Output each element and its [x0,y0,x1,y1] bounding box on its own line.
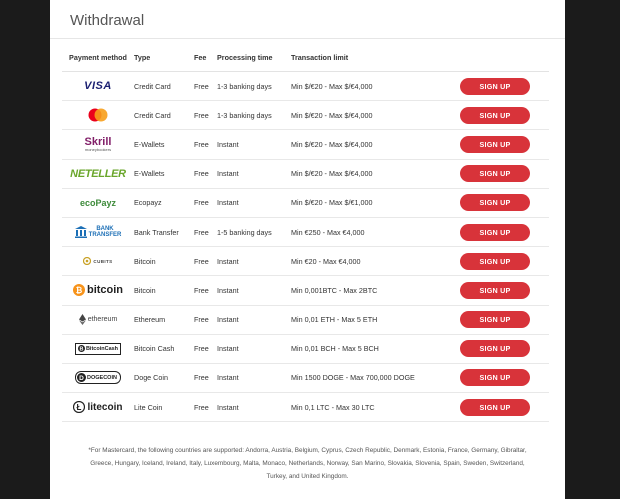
bitcoin-cash-icon [78,345,85,352]
sign-up-button[interactable]: SIGN UP [460,78,530,95]
type-cell: Bitcoin [134,247,194,276]
table-row [62,101,549,130]
fee-cell: Free [194,363,217,392]
sign-up-button[interactable]: SIGN UP [460,311,530,328]
svg-text:Ł: Ł [77,403,82,413]
type-cell: E-Wallets [134,130,194,159]
processing-cell: Instant [217,276,291,305]
sign-up-button[interactable]: SIGN UP [460,165,530,182]
limit-cell: Min $/€20 - Max $/€4,000 [291,72,441,101]
ecopayz-logo-text: ecoPayz [79,197,117,208]
fee-cell: Free [194,305,217,334]
processing-cell: Instant [217,363,291,392]
sign-up-button[interactable]: SIGN UP [460,369,530,386]
sign-up-button[interactable]: SIGN UP [460,224,530,241]
bitcoin-cash-logo-text: BitcoinCash [85,345,119,352]
header-fee: Fee [194,44,217,72]
table-row [62,305,549,334]
skrill-logo-subtext: moneybookers [84,146,112,152]
section-title: Withdrawal [70,12,145,29]
visa-logo-text: VISA [84,80,112,93]
limit-cell: Min 0,1 LTC - Max 30 LTC [291,393,441,422]
type-cell: Bank Transfer [134,217,194,246]
processing-cell: Instant [217,159,291,188]
table-row [62,217,549,246]
mastercard-footnote: *For Mastercard, the following countries are supported: Andorra, Austria, Belgium, Cyprus, Czech Republic, Denmark, Estonia, France, Germany, Gibraltar, Greece, Hungary, Iceland, Ireland, Italy, Luxembourg, Malta, Monaco, Netherlands, Norway, San Marino, Slovakia, Slovenia, Spain, Sweden, Switzerland, Turkey, and United Kingdom. [88,447,527,480]
neteller-logo [70,164,126,184]
processing-cell: Instant [217,130,291,159]
cubits-logo-text: CUBITS [93,258,113,264]
neteller-logo-text: NETELLER [70,167,126,180]
type-cell: Bitcoin [134,276,194,305]
bank-icon [75,226,87,238]
header-type: Type [134,44,194,72]
limit-cell: Min $/€20 - Max $/€4,000 [291,130,441,159]
table-row [62,363,549,392]
svg-text:D: D [79,375,84,383]
bank-transfer-logo [75,222,122,242]
ethereum-logo [79,310,118,330]
cubits-logo [83,251,112,271]
fee-cell: Free [194,276,217,305]
fee-cell: Free [194,188,217,217]
ethereum-icon [79,314,86,325]
limit-cell: Min €250 - Max €4,000 [291,217,441,246]
title-divider [50,38,565,39]
processing-cell: 1-3 banking days [217,72,291,101]
ethereum-logo-text: ethereum [87,316,118,324]
type-cell: Bitcoin Cash [134,334,194,363]
litecoin-icon [73,401,85,413]
dogecoin-logo [75,371,121,384]
header-action [441,44,549,72]
header-payment-method: Payment method [62,44,134,72]
skrill-logo-text: Skrill [84,135,112,148]
type-cell: Credit Card [134,101,194,130]
litecoin-logo-text: litecoin [87,401,123,413]
cubits-icon [83,257,91,265]
sign-up-button[interactable]: SIGN UP [460,282,530,299]
processing-cell: Instant [217,393,291,422]
sign-up-button[interactable]: SIGN UP [460,253,530,270]
table-row [62,130,549,159]
table-row [62,72,549,101]
processing-cell: 1-3 banking days [217,101,291,130]
processing-cell: Instant [217,188,291,217]
limit-cell: Min $/€20 - Max $/€4,000 [291,101,441,130]
withdrawal-panel [50,0,565,499]
fee-cell: Free [194,334,217,363]
ecopayz-logo [80,193,116,213]
dogecoin-logo-text: DOGECOIN [87,374,117,381]
sign-up-button[interactable]: SIGN UP [460,194,530,211]
transfer-logo-text: TRANSFER [88,232,122,239]
limit-cell: Min €20 - Max €4,000 [291,247,441,276]
sign-up-button[interactable]: SIGN UP [460,340,530,357]
fee-cell: Free [194,393,217,422]
type-cell: Lite Coin [134,393,194,422]
bitcoin-logo-text: bitcoin [86,284,124,297]
sign-up-button[interactable]: SIGN UP [460,107,530,124]
table-row [62,247,549,276]
fee-cell: Free [194,101,217,130]
limit-cell: Min 0,01 BCH - Max 5 BCH [291,334,441,363]
fee-cell: Free [194,159,217,188]
processing-cell: Instant [217,305,291,334]
processing-cell: Instant [217,247,291,276]
table-row [62,188,549,217]
bitcoin-cash-logo [75,343,121,355]
type-cell: Ethereum [134,305,194,334]
dogecoin-icon [77,373,86,382]
type-cell: Ecopayz [134,188,194,217]
table-row [62,276,549,305]
header-processing-time: Processing time [217,44,291,72]
litecoin-logo [73,397,122,417]
skrill-logo [85,134,112,154]
type-cell: Credit Card [134,72,194,101]
payment-methods-table [62,44,549,422]
fee-cell: Free [194,72,217,101]
header-transaction-limit: Transaction limit [291,44,441,72]
fee-cell: Free [194,247,217,276]
sign-up-button[interactable]: SIGN UP [460,136,530,153]
fee-cell: Free [194,217,217,246]
processing-cell: Instant [217,334,291,363]
limit-cell: Min 0,01 ETH - Max 5 ETH [291,305,441,334]
limit-cell: Min $/€20 - Max $/€4,000 [291,159,441,188]
type-cell: E-Wallets [134,159,194,188]
limit-cell: Min $/€20 - Max $/€1,000 [291,188,441,217]
type-cell: Doge Coin [134,363,194,392]
bitcoin-icon [73,284,85,296]
fee-cell: Free [194,130,217,159]
table-row [62,334,549,363]
svg-text:₿: ₿ [75,286,83,296]
visa-logo [84,76,112,96]
table-row [62,393,549,422]
processing-cell: 1-5 banking days [217,217,291,246]
table-row [62,159,549,188]
limit-cell: Min 0,001BTC - Max 2BTC [291,276,441,305]
sign-up-button[interactable]: SIGN UP [460,399,530,416]
mastercard-logo [86,105,110,125]
table-header-row [62,44,549,72]
bank-logo-text: BANK [96,226,114,233]
limit-cell: Min 1500 DOGE - Max 700,000 DOGE [291,363,441,392]
bitcoin-logo [73,280,123,300]
svg-text:B: B [79,346,84,353]
